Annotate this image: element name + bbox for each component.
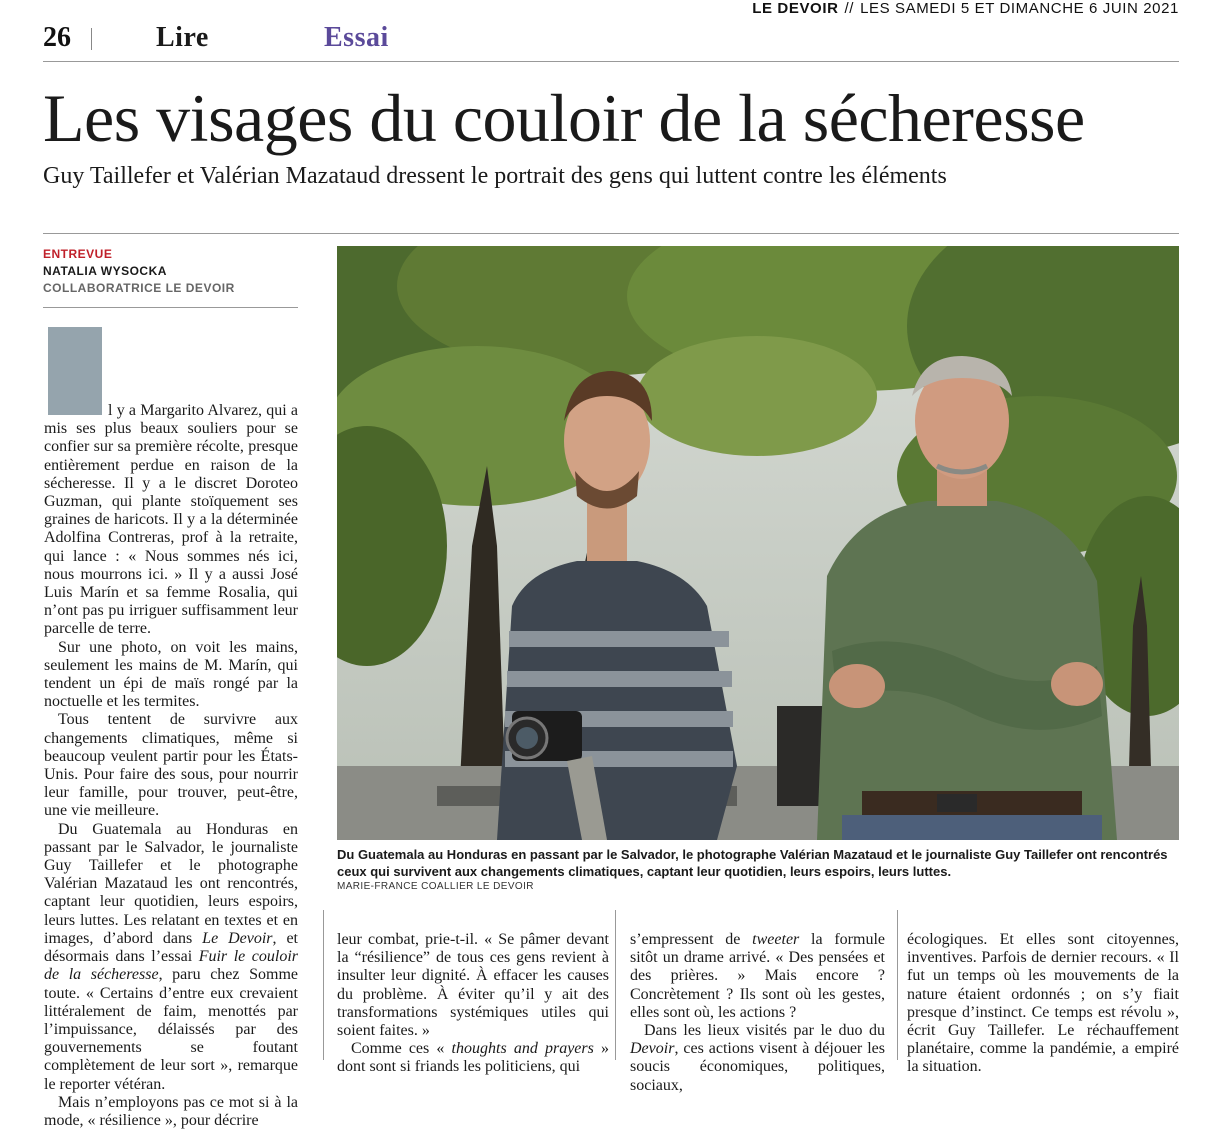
article-column-4 xyxy=(907,931,1179,1077)
paragraph: leur combat, prie-t-il. « Se pâmer devant la “résilience” de tous ces gens revient à insulter leur dignité. À effacer les causes du problème. À éviter qu’il y ait des transformations systémiques utiles qui soient faites. » xyxy=(337,931,609,1040)
photo-credit: MARIE-FRANCE COALLIER LE DEVOIR xyxy=(337,881,534,892)
kicker: ENTREVUE xyxy=(43,247,113,261)
text-run: s’empressent de xyxy=(630,931,753,948)
paragraph xyxy=(337,1040,609,1076)
text-run-italic: tweeter xyxy=(752,931,800,948)
newspaper-name: LE DEVOIR xyxy=(752,0,839,17)
paragraph xyxy=(630,1022,885,1095)
issue-date: LES SAMEDI 5 ET DIMANCHE 6 JUIN 2021 xyxy=(860,0,1179,17)
article-column-1 xyxy=(44,402,298,1130)
column-rule xyxy=(897,910,898,1060)
column-rule xyxy=(323,910,324,1060)
author-name: NATALIA WYSOCKA xyxy=(43,264,167,278)
paragraph: l y a Margarito Alvarez, qui a mis ses plus beaux souliers pour se confier sur sa première récolte, presque entièrement perdue en raison de la sécheresse. Il y a le discret Doroteo Guzman, qui plante stoïquement ses graines de haricots. Il y a la déterminée Adolfina Contreras, prof à la retraite, qui lance : « Nous sommes nés ici, nous mourrons ici. » Il y a aussi José Luis Marín et sa femme Rosalia, qui n’ont pas pu irriguer suffisamment leur parcelle de terre. xyxy=(44,402,298,638)
text-run-italic: Le Devoir xyxy=(202,929,273,947)
text-run: la formule sitôt un drame arrivé. « Des pensées et des prières. » Mais encore ? Concrètement ? Ils sont où les gestes, elles sont où, les actions ? xyxy=(630,931,885,1021)
paragraph: Mais n’employons pas ce mot si à la mode, « résilience », pour décrire xyxy=(44,1093,298,1129)
masthead xyxy=(752,0,1179,17)
paragraph: Sur une photo, on voit les mains, seulement les mains de M. Marín, qui tendent un épi de maïs rongé par la noctuelle et les termites. xyxy=(44,638,298,711)
byline xyxy=(43,246,298,297)
paragraph xyxy=(630,931,885,1022)
page-header xyxy=(43,0,1179,56)
headline-rule xyxy=(43,233,1179,234)
article-column-3 xyxy=(630,931,885,1095)
text-run: » dont sont si friands les politiciens, qui xyxy=(337,1040,610,1076)
page-number-divider xyxy=(91,28,92,50)
paragraph: Tous tentent de survivre aux changements climatiques, même si beaucoup veulent partir pour les États-Unis. Pour faire des sous, pour nourrir leur famille, pour trouver, peut-être, une vie meilleure. xyxy=(44,711,298,820)
headline: Les visages du couloir de la sécheresse xyxy=(43,80,1085,156)
text-run: Dans les lieux visités par le duo du xyxy=(644,1022,885,1040)
dek: Guy Taillefer et Valérian Mazataud dressent le portrait des gens qui luttent contre les éléments xyxy=(43,163,947,189)
paragraph xyxy=(44,821,298,1094)
byline-rule xyxy=(43,307,298,308)
photo-caption: Du Guatemala au Honduras en passant par le Salvador, le photographe Valérian Mazataud et le journaliste Guy Taillefer ont rencontrés ceux qui survivent aux changements climatiques, captant leur quotidien, leurs espoirs, leurs luttes. xyxy=(337,847,1168,879)
article-column-2 xyxy=(337,931,609,1077)
masthead-separator: // xyxy=(844,0,855,17)
text-run: Du Guatemala au Honduras en passant par le Salvador, le journaliste Guy Taillefer et le photographe Valérian Mazataud les ont rencontrés, captant leur quotidien, leurs espoirs, leurs luttes. Les relatant en textes et en images, d’abord dans xyxy=(44,820,298,947)
header-rule xyxy=(43,61,1179,62)
column-rule xyxy=(615,910,616,1060)
section-label: Lire xyxy=(156,22,209,53)
page-number: 26 xyxy=(43,22,71,53)
text-run: Comme ces « xyxy=(351,1040,452,1058)
paragraph: écologiques. Et elles sont citoyennes, inventives. Parfois de dernier recours. « Il fut un temps où les mouvements de la nature étaient ordonnés ; on s’y fiait presque d’instinct. Ce temps est révolu », écrit Guy Taillefer. Le réchauffement planétaire, comme la pandémie, a empiré la situation. xyxy=(907,931,1179,1076)
text-run: , paru chez Somme toute. « Certains d’entre eux crevaient littéralement de faim, menottés par l’impuissance, délaissés par des gouvernements se foutant complètement de leur sort », remarque le reporter vétéran. xyxy=(44,966,299,1093)
article-photo xyxy=(337,246,1179,840)
photo-illustration xyxy=(337,246,1179,840)
text-run: , et désormais dans l’essai xyxy=(44,929,298,966)
text-run-italic: thoughts and prayers xyxy=(451,1040,594,1058)
text-run: , ces actions visent à déjouer les soucis économiques, politiques, sociaux, xyxy=(630,1040,885,1094)
author-role: COLLABORATRICE LE DEVOIR xyxy=(43,281,235,295)
book-title: Fuir le couloir de la sécheresse xyxy=(44,948,298,984)
text-run-italic: Devoir xyxy=(630,1040,675,1058)
subsection-label: Essai xyxy=(324,22,389,53)
